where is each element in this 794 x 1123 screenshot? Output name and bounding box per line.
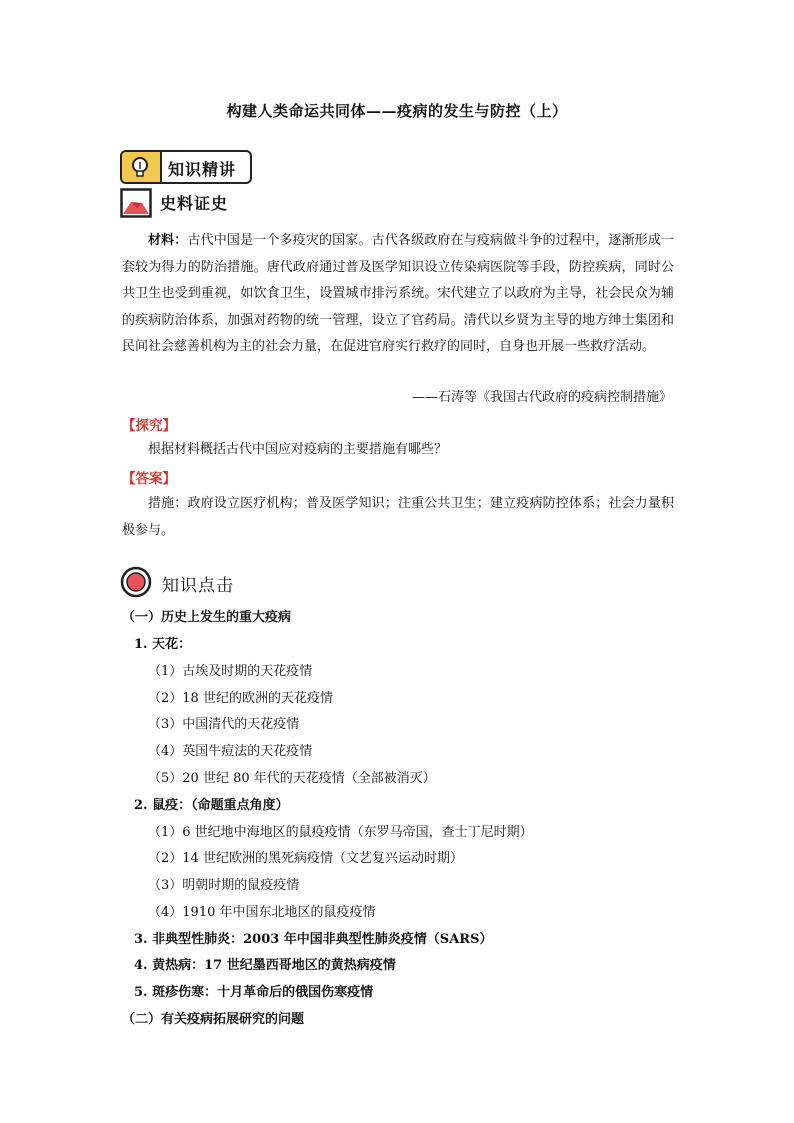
list-item: （1）古埃及时期的天花疫情 — [148, 664, 313, 679]
section-points-label: 知识点击 — [162, 576, 234, 596]
list-item: （3）中国清代的天花疫情 — [148, 717, 300, 732]
lightbulb-icon — [122, 152, 162, 182]
outline-part2: （二）有关疫病拓展研究的问题 — [122, 1012, 305, 1027]
smallpox-heading: 1. 天花： — [134, 637, 192, 652]
list-item: （1）6 世纪地中海地区的鼠疫疫情（东罗马帝国，查士丁尼时期） — [148, 825, 533, 840]
outline-part1: （一）历史上发生的重大疫病 — [122, 610, 292, 625]
list-item: （2）18 世纪的欧洲的天花疫情 — [148, 691, 333, 706]
banner-label: 知识精讲 — [168, 160, 237, 179]
answer-tag: 【答案】 — [122, 471, 176, 487]
material-source: ——石涛等《我国古代政府的疫病控制措施》 — [411, 390, 672, 405]
explore-tag: 【探究】 — [122, 418, 176, 434]
list-item: （3）明朝时期的鼠疫疫情 — [148, 878, 300, 893]
picture-icon — [120, 188, 152, 222]
list-item: （5）20 世纪 80 年代的天花疫情（全部被消灭） — [148, 771, 436, 786]
list-item: （2）14 世纪欧洲的黑死病疫情（文艺复兴运动时期） — [148, 851, 463, 866]
yellow-fever-heading: 4. 黄热病：17 世纪墨西哥地区的黄热病疫情 — [134, 958, 396, 973]
sars-heading: 3. 非典型性肺炎：2003 年中国非典型性肺炎疫情（SARS） — [134, 932, 493, 947]
knowledge-banner — [120, 150, 252, 184]
answer-text: 措施：政府设立医疗机构；普及医学知识；注重公共卫生；建立疫病防控体系；社会力量积极参与。 — [122, 496, 674, 538]
list-item: （4）英国牛痘法的天花疫情 — [148, 744, 313, 759]
material-text: 古代中国是一个多疫灾的国家。古代各级政府在与疫病做斗争的过程中，逐渐形成一套较为得力的防治措施。唐代政府通过普及医学知识设立传染病医院等手段，防控疾病，同时公共卫生也受到重视，如饮食卫生，设置城市排污系统。宋代建立了以政府为主导，社会民众为辅的疾病防治体系，加强对药物的统一管理，设立了官药局。清代以乡贤为主导的地方绅士集团和民间社会慈善机构为主的社会力量，在促进官府实行救疗的同时，自身也开展一些救疗活动。 — [122, 233, 674, 354]
section-evidence-label: 史料证史 — [160, 194, 229, 213]
page-title: 构建人类命运共同体——疫病的发生与防控（上） — [226, 102, 568, 120]
target-icon — [120, 566, 152, 602]
material-paragraph — [122, 228, 674, 361]
material-lead: 材料： — [148, 233, 188, 248]
typhus-heading: 5. 斑疹伤寒：十月革命后的俄国伤寒疫情 — [134, 985, 374, 1000]
list-item: （4）1910 年中国东北地区的鼠疫疫情 — [148, 905, 376, 920]
plague-heading: 2. 鼠疫：（命题重点角度） — [134, 798, 289, 813]
explore-question: 根据材料概括古代中国应对疫病的主要措施有哪些？ — [148, 442, 448, 457]
